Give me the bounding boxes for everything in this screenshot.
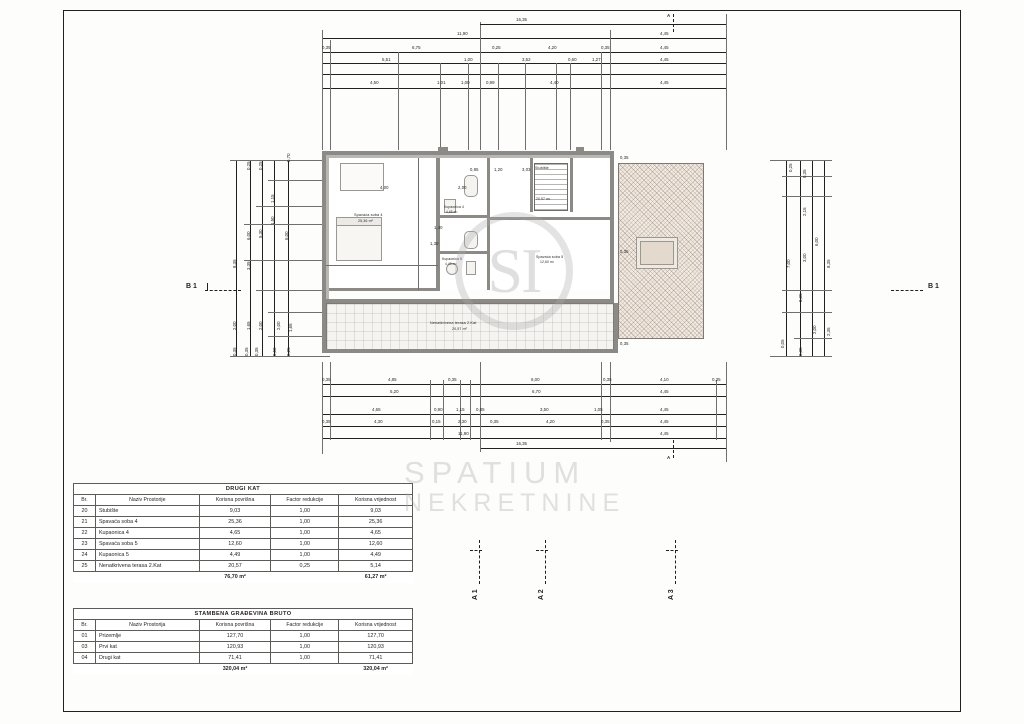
room-area-bedroom-5: 12,60 m² — [540, 260, 555, 264]
dim-left-6-00-a: 6,00 — [246, 231, 251, 240]
dim-left-3-35: 3,35 — [246, 261, 251, 270]
sheet-border — [63, 10, 961, 712]
dim-left-2-00-b: 2,00 — [258, 321, 263, 330]
dim-right-0-25: 0,25 — [788, 163, 793, 172]
dim-bot-0-35-d: 0,35 — [712, 377, 721, 382]
room-label-terrace: Nenatkrivena terasa 2.Kat — [430, 321, 477, 325]
table-row — [74, 550, 413, 561]
cell-br: 20 — [74, 506, 96, 517]
total-value: 61,27 m² — [364, 574, 387, 581]
dim-right-0-35-b: 0,35 — [798, 293, 803, 302]
cell-value: 12,60 — [339, 539, 413, 550]
dim-left-0-25-a: 0,25 — [258, 161, 263, 170]
cell-area: 9,03 — [199, 506, 271, 517]
dim-bot-4-10: 4,10 — [660, 377, 669, 382]
table-row — [74, 506, 413, 517]
cell-value: 25,36 — [339, 517, 413, 528]
dim-top-16-35: 16,35 — [516, 17, 527, 22]
cell-area: 127,70 — [199, 631, 271, 642]
room-label-bedroom-5: Spavaća soba 5 — [536, 255, 564, 259]
dim-left-5-30: 5,30 — [258, 229, 263, 238]
th-br: Br. — [74, 495, 96, 506]
th-area: Korisna povrišna — [199, 620, 271, 631]
th-name: Naziv Prostorija — [95, 620, 199, 631]
dim-right-2-35: 2,35 — [826, 327, 831, 336]
dim-bot-1-05: 1,05 — [594, 407, 603, 412]
room-area-terrace: 20,57 m² — [452, 327, 467, 331]
cell-area: 25,36 — [199, 517, 271, 528]
table-row — [74, 539, 413, 550]
section-mark-a2: A 2 — [538, 589, 545, 600]
dim-left-0-35-a: 0,35 — [232, 347, 237, 356]
dim-bot-0-35-a: 0,35 — [322, 377, 331, 382]
dim-left-1-15: 1,15 — [270, 194, 275, 203]
th-value: Korisna vrijednost — [339, 620, 413, 631]
total-area: 320,04 m² — [222, 666, 248, 673]
cell-br: 04 — [74, 653, 96, 664]
room-area-stairs: 20,57 m² — [536, 197, 551, 201]
dim-right-0-35-c: 0,35 — [798, 347, 803, 356]
plan-dim-4-00: 4,00 — [380, 185, 389, 190]
cell-br: 23 — [74, 539, 96, 550]
table-row — [74, 653, 413, 664]
table-stambena-gradevina-bruto — [73, 608, 413, 675]
dim-left-0-35-b: 0,35 — [244, 347, 249, 356]
th-value: Korisna vrijednost — [339, 495, 413, 506]
dim-top-5-51: 5,51 — [382, 57, 391, 62]
table-header-row — [74, 620, 413, 631]
dim-top-1-00: 1,00 — [464, 57, 473, 62]
dim-right-6-00: 6,00 — [814, 237, 819, 246]
cell-value: 4,49 — [339, 550, 413, 561]
dim-right-0-05: 0,05 — [780, 339, 785, 348]
dim-bot-0-85: 0,85 — [476, 407, 485, 412]
cell-br: 03 — [74, 642, 96, 653]
dim-top-1-01: 1,01 — [437, 80, 446, 85]
dim-bot-0-35-e: 0,35 — [322, 419, 331, 424]
dim-top-0-99: 0,99 — [486, 80, 495, 85]
cell-name: Spavaća soba 5 — [95, 539, 199, 550]
room-label-stairs: Stubište — [535, 166, 549, 170]
dim-bot-4-30: 4,30 — [374, 419, 383, 424]
cell-factor: 1,00 — [271, 506, 339, 517]
dim-left-6-00-b: 6,00 — [284, 231, 289, 240]
dim-left-1-65-b: 1,65 — [288, 323, 293, 332]
dim-bot-4-20: 4,20 — [546, 419, 555, 424]
dim-bot-0-35-c: 0,35 — [603, 377, 612, 382]
table-header-row — [74, 495, 413, 506]
dim-bot-0-35-g: 0,35 — [601, 419, 610, 424]
dim-bot-4-45-b: 4,45 — [660, 407, 669, 412]
cell-factor: 1,00 — [271, 528, 339, 539]
cell-factor: 1,00 — [271, 642, 339, 653]
room-area-bathroom-5: 4,49 m² — [445, 262, 457, 266]
cell-value: 9,03 — [339, 506, 413, 517]
dim-bot-3-50: 3,50 — [540, 407, 549, 412]
cell-name: Kupaonica 5 — [95, 550, 199, 561]
room-area-bedroom-4: 25,36 m² — [358, 219, 373, 223]
dim-top-4-45-d: 4,45 — [660, 80, 669, 85]
dim-top-1-27: 1,27 — [592, 57, 601, 62]
room-area-bathroom-4: 4,65 m² — [446, 210, 458, 214]
plan-dim-1-30: 1,30 — [430, 241, 439, 246]
dim-bot-6-70: 6,70 — [532, 389, 541, 394]
dim-top-0-35-b: 0,35 — [601, 45, 610, 50]
dim-left-2-00-c: 2,00 — [276, 321, 281, 330]
cell-br: 21 — [74, 517, 96, 528]
cell-factor: 1,00 — [271, 539, 339, 550]
th-area: Korisna povrišna — [199, 495, 271, 506]
dim-right-0-35-a: 0,35 — [802, 169, 807, 178]
cell-name: Prizemlje — [95, 631, 199, 642]
cell-br: 25 — [74, 561, 96, 572]
cell-name: Stubište — [95, 506, 199, 517]
watermark-line-2: NEKRETNINE — [404, 489, 626, 517]
dim-right-7-00: 7,00 — [786, 259, 791, 268]
watermark-logo: SI — [455, 212, 573, 330]
cell-name: Kupaonica 4 — [95, 528, 199, 539]
cell-area: 120,93 — [199, 642, 271, 653]
table-title: STAMBENA GRAĐEVINA BRUTO — [74, 609, 413, 620]
room-label-bedroom-4: Spavaća soba 4 — [354, 213, 383, 217]
dim-bot-4-45-c: 4,45 — [660, 419, 669, 424]
cell-area: 12,60 — [199, 539, 271, 550]
dim-bot-4-65: 4,65 — [372, 407, 381, 412]
plan-dim-0-35-b: 0,35 — [620, 249, 629, 254]
dim-top-4-45-c: 4,45 — [660, 57, 669, 62]
cell-name: Drugi kat — [95, 653, 199, 664]
cell-area: 20,57 — [199, 561, 271, 572]
table-title-row — [74, 484, 413, 495]
plan-dim-1-20: 1,20 — [494, 167, 503, 172]
dim-left-0-70: 0,70 — [286, 153, 291, 162]
watermark-line-1: SPATIUM — [404, 455, 587, 490]
dim-bot-1-15: 1,15 — [456, 407, 465, 412]
cell-value: 127,70 — [339, 631, 413, 642]
plan-dim-0-35-a: 0,35 — [620, 155, 629, 160]
section-mark-a1: A 1 — [472, 589, 479, 600]
table-row — [74, 561, 413, 572]
cell-value: 4,65 — [339, 528, 413, 539]
dim-bot-4-45-a: 4,45 — [660, 389, 669, 394]
cell-area: 4,49 — [199, 550, 271, 561]
room-label-bathroom-4: Kupaonica 4 — [444, 205, 464, 209]
dim-top-11-90: 11,90 — [457, 31, 468, 36]
section-mark-a-top: A — [667, 13, 671, 18]
plan-dim-0-35-c: 0,35 — [620, 341, 629, 346]
dim-bot-6-00: 6,00 — [531, 377, 540, 382]
cell-factor: 0,25 — [271, 561, 339, 572]
dim-top-4-40: 4,40 — [550, 80, 559, 85]
plan-dim-1-40: 1,40 — [434, 225, 443, 230]
dim-bot-0-35-b: 0,35 — [448, 377, 457, 382]
dim-bot-4-85: 4,85 — [388, 377, 397, 382]
cell-factor: 1,00 — [271, 550, 339, 561]
dim-left-8-35: 8,35 — [232, 259, 237, 268]
dim-top-3-52: 3,52 — [522, 57, 531, 62]
total-value: 320,04 m² — [363, 666, 388, 673]
dim-top-4-45-a: 4,45 — [660, 31, 669, 36]
cell-br: 01 — [74, 631, 96, 642]
dim-right-8-35: 8,35 — [826, 259, 831, 268]
th-name: Naziv Prostorije — [95, 495, 199, 506]
dim-left-0-25-b: 0,25 — [246, 161, 251, 170]
table-row — [74, 631, 413, 642]
plan-dim-2-00: 2,00 — [458, 185, 467, 190]
dim-left-1-50: 1,50 — [270, 216, 275, 225]
dim-bot-11-90: 11,90 — [458, 431, 469, 436]
section-mark-b1-left: B 1 — [186, 283, 197, 290]
table-title: DRUGI KAT — [74, 484, 413, 495]
th-factor: Factor redukcije — [271, 495, 339, 506]
dim-bot-4-45-d: 4,45 — [660, 431, 669, 436]
dim-top-4-45-b: 4,45 — [660, 45, 669, 50]
cell-area: 71,41 — [199, 653, 271, 664]
dim-top-4-50: 4,50 — [370, 80, 379, 85]
table-total-row — [74, 664, 413, 675]
dim-right-2-00: 2,00 — [812, 325, 817, 334]
dim-bot-5-20: 5,20 — [390, 389, 399, 394]
dim-left-0-50: 0,50 — [272, 347, 277, 356]
plan-dim-0-85: 0,85 — [470, 167, 479, 172]
dim-left-0-35-c: 0,35 — [254, 347, 259, 356]
cell-name: Prvi kat — [95, 642, 199, 653]
cell-factor: 1,00 — [271, 517, 339, 528]
dim-top-6-75: 6,75 — [412, 45, 421, 50]
section-mark-a3: A 3 — [668, 589, 675, 600]
dim-top-4-20: 4,20 — [548, 45, 557, 50]
dim-top-0-35-a: 0,35 — [322, 45, 331, 50]
th-br: Br. — [74, 620, 96, 631]
dim-bot-0-90: 0,90 — [434, 407, 443, 412]
dim-bot-2-30: 2,30 — [458, 419, 467, 424]
table-total-row — [74, 572, 413, 583]
cell-factor: 1,00 — [271, 631, 339, 642]
dim-left-0-25-c: 0,25 — [286, 347, 291, 356]
table-drugi-kat — [73, 483, 413, 583]
section-mark-b1-right: B 1 — [928, 283, 939, 290]
cell-value: 71,41 — [339, 653, 413, 664]
table-row — [74, 517, 413, 528]
cell-name: Spavaća soba 4 — [95, 517, 199, 528]
dim-bot-16-35: 16,35 — [516, 441, 527, 446]
cell-factor: 1,00 — [271, 653, 339, 664]
floor-plan — [318, 145, 708, 360]
table-row — [74, 642, 413, 653]
dim-top-0-25: 0,25 — [492, 45, 501, 50]
cell-value: 5,14 — [339, 561, 413, 572]
table-title-row — [74, 609, 413, 620]
dim-bot-0-15: 0,15 — [432, 419, 441, 424]
dim-right-2-15: 2,15 — [802, 207, 807, 216]
table-row — [74, 528, 413, 539]
total-area: 76,70 m² — [224, 574, 246, 581]
section-mark-a-bottom: A — [667, 455, 671, 460]
cell-br: 24 — [74, 550, 96, 561]
dim-right-3-00: 3,00 — [802, 253, 807, 262]
th-factor: Factor redukcije — [271, 620, 339, 631]
dim-left-2-00-a: 2,00 — [232, 321, 237, 330]
cell-area: 4,65 — [199, 528, 271, 539]
plan-dim-3-03: 3,03 — [522, 167, 531, 172]
room-label-bathroom-5: Kupaonica 5 — [442, 257, 462, 261]
dim-top-1-00-b: 1,00 — [461, 80, 470, 85]
dim-bot-0-35-f: 0,35 — [490, 419, 499, 424]
cell-br: 22 — [74, 528, 96, 539]
dim-left-1-65-a: 1,65 — [246, 321, 251, 330]
cell-value: 120,93 — [339, 642, 413, 653]
dim-top-0-60: 0,60 — [568, 57, 577, 62]
cell-name: Nenatkrivena terasa 2.Kat — [95, 561, 199, 572]
